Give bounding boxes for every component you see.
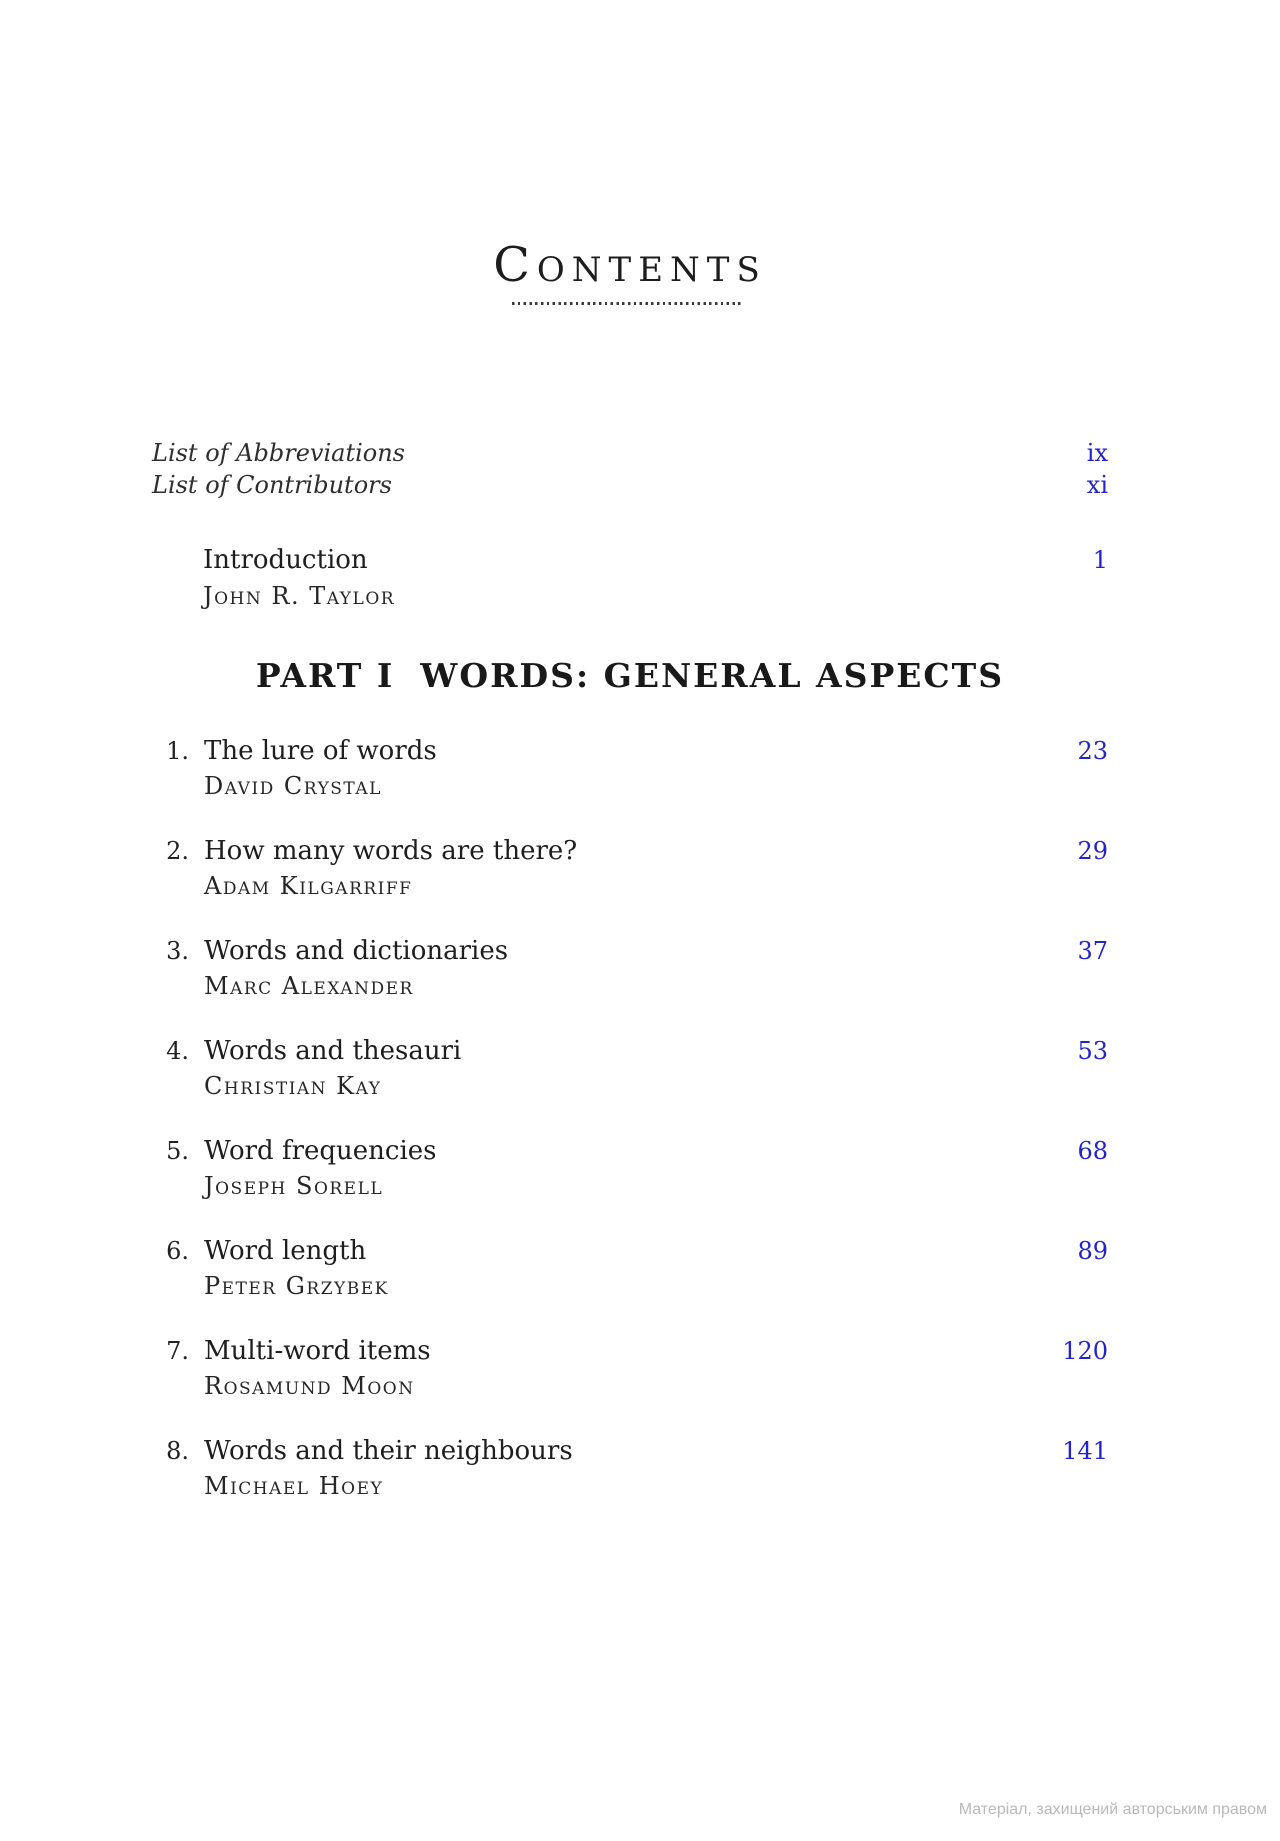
chapter-entry xyxy=(152,1333,1108,1433)
chapter-entry xyxy=(152,1133,1108,1233)
part-title: WORDS: GENERAL ASPECTS xyxy=(420,656,1005,695)
introduction-author: John R. Taylor xyxy=(203,582,396,610)
chapter-row xyxy=(152,833,1108,869)
page-number-link[interactable]: 1 xyxy=(1092,546,1108,574)
chapter-entry xyxy=(152,1233,1108,1333)
chapter-entry xyxy=(152,1433,1108,1533)
part-heading xyxy=(152,656,1108,696)
page-number-link[interactable]: 120 xyxy=(1062,1337,1108,1365)
chapter-title: Word length xyxy=(204,1236,367,1266)
chapter-author: Marc Alexander xyxy=(204,972,414,1000)
front-matter-title: List of Abbreviations xyxy=(152,439,405,467)
chapter-row xyxy=(152,1133,1108,1169)
chapter-row xyxy=(152,1433,1108,1469)
chapter-title: Words and thesauri xyxy=(204,1036,462,1066)
page-number-link[interactable]: ix xyxy=(1086,439,1108,467)
page-number-link[interactable]: 29 xyxy=(1077,837,1108,865)
chapter-title: Words and dictionaries xyxy=(204,936,509,966)
page-number-link[interactable]: 37 xyxy=(1077,937,1108,965)
chapter-list xyxy=(152,733,1108,1533)
page-number-link[interactable]: 141 xyxy=(1062,1437,1108,1465)
page-number-link[interactable]: xi xyxy=(1086,471,1108,499)
chapter-row xyxy=(152,1033,1108,1069)
chapter-row xyxy=(152,733,1108,769)
front-matter-title: List of Contributors xyxy=(152,471,392,499)
chapter-title: How many words are there? xyxy=(204,836,578,866)
chapter-number: 8. xyxy=(166,1437,189,1465)
chapter-title: Words and their neighbours xyxy=(204,1436,573,1466)
front-matter-list xyxy=(152,437,1108,501)
page-number-link[interactable]: 23 xyxy=(1077,737,1108,765)
chapter-author: Adam Kilgarriff xyxy=(204,872,413,900)
chapter-title: Word frequencies xyxy=(204,1136,437,1166)
page-number-link[interactable]: 89 xyxy=(1077,1237,1108,1265)
chapter-title: Multi-word items xyxy=(204,1336,431,1366)
introduction-entry xyxy=(152,543,1108,611)
chapter-author: Christian Kay xyxy=(204,1072,382,1100)
chapter-number: 1. xyxy=(166,737,189,765)
chapter-number: 7. xyxy=(166,1337,189,1365)
chapter-entry xyxy=(152,733,1108,833)
chapter-author: Peter Grzybek xyxy=(204,1272,389,1300)
chapter-number: 5. xyxy=(166,1137,189,1165)
chapter-entry xyxy=(152,833,1108,933)
copyright-watermark: Матеріал, захищений авторським правом xyxy=(958,1801,1267,1818)
page-number-link[interactable]: 68 xyxy=(1077,1137,1108,1165)
chapter-number: 3. xyxy=(166,937,189,965)
chapter-entry xyxy=(152,1033,1108,1133)
chapter-author: David Crystal xyxy=(204,772,382,800)
part-label: PART I xyxy=(255,656,395,695)
title-dotted-rule xyxy=(512,302,744,305)
page-number-link[interactable]: 53 xyxy=(1077,1037,1108,1065)
chapter-title: The lure of words xyxy=(204,736,437,766)
chapter-row xyxy=(152,1233,1108,1269)
chapter-entry xyxy=(152,933,1108,1033)
chapter-author: Joseph Sorell xyxy=(204,1172,384,1200)
chapter-author: Michael Hoey xyxy=(204,1472,384,1500)
chapter-number: 2. xyxy=(166,837,189,865)
chapter-row xyxy=(152,933,1108,969)
front-matter-row xyxy=(152,469,1108,501)
introduction-row xyxy=(152,543,1108,577)
chapter-number: 4. xyxy=(166,1037,189,1065)
chapter-row xyxy=(152,1333,1108,1369)
page-title: Contents xyxy=(493,237,767,293)
chapter-number: 6. xyxy=(166,1237,189,1265)
front-matter-row xyxy=(152,437,1108,469)
chapter-author: Rosamund Moon xyxy=(204,1372,415,1400)
introduction-title: Introduction xyxy=(203,545,368,575)
